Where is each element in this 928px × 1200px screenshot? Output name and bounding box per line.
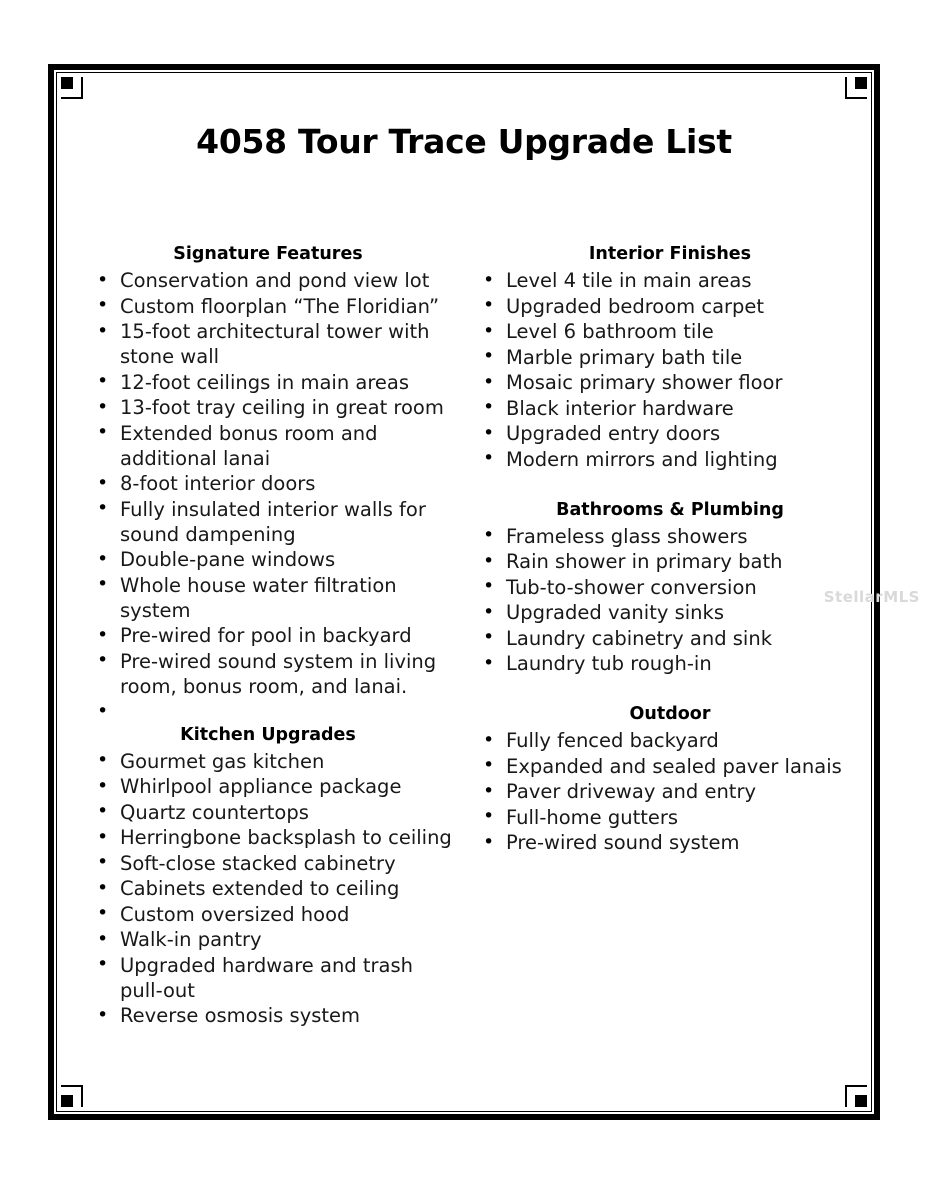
- section-outdoor: [480, 704, 870, 855]
- list-item: • Upgraded bedroom carpet: [480, 294, 870, 319]
- list-item: • Tub-to-shower conversion: [480, 575, 870, 600]
- section-heading: Signature Features: [173, 244, 363, 264]
- feature-list: [480, 268, 870, 472]
- list-item: • Fully fenced backyard: [480, 728, 870, 753]
- list-item: • Pre-wired for pool in backyard: [94, 623, 452, 648]
- section-bathrooms-plumbing: [480, 500, 870, 677]
- section-heading: Bathrooms & Plumbing: [556, 499, 784, 520]
- list-item: • Double-pane windows: [94, 547, 452, 572]
- list-item: • Frameless glass showers: [480, 524, 870, 549]
- list-item: • Laundry cabinetry and sink: [480, 626, 870, 651]
- list-item: • Upgraded hardware and trash pull-out: [94, 953, 452, 1003]
- list-item: • Marble primary bath tile: [480, 345, 870, 370]
- list-item: • Custom oversized hood: [94, 902, 452, 927]
- page-title: 4058 Tour Trace Upgrade List: [196, 122, 732, 161]
- list-item: • 8-foot interior doors: [94, 471, 452, 496]
- list-item: • Paver driveway and entry: [480, 779, 870, 804]
- feature-list: [480, 728, 870, 855]
- list-item: • Laundry tub rough-in: [480, 651, 870, 676]
- feature-list: [94, 268, 452, 724]
- list-item: • Whirlpool appliance package: [94, 774, 452, 799]
- section-heading: Kitchen Upgrades: [180, 724, 356, 745]
- list-item: • Reverse osmosis system: [94, 1003, 452, 1028]
- list-item: • Whole house water filtration system: [94, 573, 452, 623]
- list-item: • Extended bonus room and additional lanai: [94, 421, 452, 471]
- left-column: [48, 244, 458, 1029]
- list-item: • Rain shower in primary bath: [480, 549, 870, 574]
- feature-list: [94, 749, 452, 1029]
- list-item: • Walk-in pantry: [94, 927, 452, 952]
- list-item: • Modern mirrors and lighting: [480, 447, 870, 472]
- list-item: • Herringbone backsplash to ceiling: [94, 825, 452, 850]
- section-signature-features: [94, 244, 452, 724]
- list-item: • Upgraded vanity sinks: [480, 600, 870, 625]
- list-item: • Expanded and sealed paver lanais: [480, 754, 870, 779]
- list-item-empty: [94, 699, 452, 724]
- feature-list: [480, 524, 870, 677]
- list-item: • Level 6 bathroom tile: [480, 319, 870, 344]
- section-kitchen-upgrades: [94, 725, 452, 1029]
- list-item: • Cabinets extended to ceiling: [94, 876, 452, 901]
- list-item: • Level 4 tile in main areas: [480, 268, 870, 293]
- list-item: • Quartz countertops: [94, 800, 452, 825]
- section-heading: Interior Finishes: [588, 244, 752, 264]
- document-content: [48, 64, 880, 1120]
- list-item: • Soft-close stacked cabinetry: [94, 851, 452, 876]
- list-item: • Mosaic primary shower floor: [480, 370, 870, 395]
- section-heading: Outdoor: [629, 704, 711, 724]
- right-column: [458, 244, 880, 1029]
- list-item: • Conservation and pond view lot: [94, 268, 452, 293]
- list-item: • Pre-wired sound system in living room, bonus room, and lanai.: [94, 649, 452, 699]
- list-item: • 12-foot ceilings in main areas: [94, 370, 452, 395]
- section-interior-finishes: [480, 244, 870, 472]
- watermark: StellarMLS: [823, 588, 920, 606]
- list-item: • Pre-wired sound system: [480, 830, 870, 855]
- list-item: • Gourmet gas kitchen: [94, 749, 452, 774]
- list-item: • Custom floorplan “The Floridian”: [94, 294, 452, 319]
- list-item: • Black interior hardware: [480, 396, 870, 421]
- two-column-layout: [48, 244, 880, 1029]
- list-item: • Upgraded entry doors: [480, 421, 870, 446]
- list-item: • Full-home gutters: [480, 805, 870, 830]
- list-item: • 15-foot architectural tower with stone wall: [94, 319, 452, 369]
- list-item: • Fully insulated interior walls for sound dampening: [94, 497, 452, 547]
- list-item: • 13-foot tray ceiling in great room: [94, 395, 452, 420]
